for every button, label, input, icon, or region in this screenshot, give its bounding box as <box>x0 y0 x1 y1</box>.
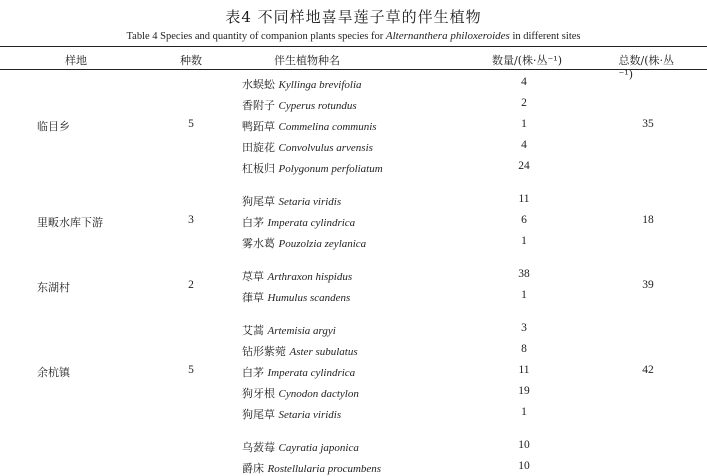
plant-name-cn: 狗尾草 <box>242 408 275 421</box>
plant-name-cn: 鸭跖草 <box>242 120 275 133</box>
species-count: 5 <box>188 364 194 376</box>
total-count: 42 <box>642 364 654 376</box>
plant-name-cn: 水蜈蚣 <box>242 78 275 91</box>
total-count: 18 <box>642 214 654 226</box>
plant-quantity: 1 <box>521 289 527 301</box>
plant-name-cn: 白茅 <box>242 366 264 379</box>
header-site: 样地 <box>65 54 87 67</box>
total-count: 39 <box>642 278 654 291</box>
plant-name-latin: Cyperus rotundus <box>278 100 357 112</box>
plant-name <box>242 406 341 422</box>
plant-quantity: 10 <box>518 460 530 472</box>
plant-quantity: 4 <box>521 76 527 88</box>
table-header-rule <box>0 69 707 70</box>
table-top-rule <box>0 46 707 47</box>
plant-name <box>242 385 359 401</box>
plant-quantity: 11 <box>518 364 530 376</box>
plant-name-latin: Cayratia japonica <box>278 442 359 454</box>
plant-quantity: 19 <box>518 385 530 397</box>
title-en-species: Alternanthera philoxeroides <box>385 30 510 42</box>
species-count: 5 <box>188 118 194 130</box>
plant-name <box>242 343 358 359</box>
title-en-prefix: Table 4 Species and quantity of companion plants species for <box>126 31 386 42</box>
plant-name <box>242 214 355 230</box>
plant-name <box>242 289 350 305</box>
plant-name <box>242 118 377 134</box>
plant-name-latin: Cynodon dactylon <box>278 388 359 400</box>
site-name: 临目乡 <box>37 120 70 133</box>
plant-quantity: 1 <box>521 406 527 418</box>
plant-name <box>242 139 373 155</box>
species-count: 3 <box>188 214 194 226</box>
plant-name <box>242 160 383 176</box>
plant-quantity: 4 <box>521 139 527 151</box>
plant-name-latin: Imperata cylindrica <box>267 217 356 229</box>
table-title-en <box>0 30 707 42</box>
plant-quantity: 11 <box>518 193 530 205</box>
plant-name-latin: Setaria viridis <box>278 196 342 208</box>
plant-quantity: 38 <box>518 268 530 280</box>
plant-name-cn: 田旋花 <box>242 141 275 154</box>
plant-name-cn: 荩草 <box>242 270 264 283</box>
plant-name <box>242 364 355 380</box>
plant-name <box>242 439 359 455</box>
plant-quantity: 3 <box>521 322 527 334</box>
plant-name-latin: Setaria viridis <box>278 409 342 421</box>
species-count: 2 <box>188 278 194 291</box>
plant-quantity: 2 <box>521 97 527 109</box>
plant-name-latin: Imperata cylindrica <box>267 367 356 379</box>
title-en-suffix: in different sites <box>509 31 581 42</box>
plant-quantity: 24 <box>518 160 530 172</box>
plant-name-latin: Rostellularia procumbens <box>267 463 382 475</box>
plant-quantity: 10 <box>518 439 530 451</box>
plant-quantity: 1 <box>521 235 527 247</box>
plant-name-latin: Polygonum perfoliatum <box>278 163 383 175</box>
header-count: 种数 <box>180 54 202 67</box>
plant-name-cn: 葎草 <box>242 291 264 304</box>
plant-name <box>242 76 362 92</box>
header-plant: 伴生植物种名 <box>274 54 340 67</box>
plant-name-latin: Arthraxon hispidus <box>267 271 353 283</box>
plant-name-latin: Artemisia argyi <box>267 325 336 337</box>
plant-name-cn: 雾水葛 <box>242 237 275 250</box>
plant-name-cn: 爵床 <box>242 462 264 475</box>
plant-name-cn: 乌蔹莓 <box>242 441 275 454</box>
site-name: 里畈水库下游 <box>37 216 103 229</box>
plant-name <box>242 235 366 251</box>
site-name: 东湖村 <box>37 280 70 294</box>
plant-quantity: 1 <box>521 118 527 130</box>
site-name: 余杭镇 <box>37 366 70 379</box>
header-qty: 数量/(株·丛⁻¹) <box>491 54 563 67</box>
plant-name-latin: Pouzolzia zeylanica <box>278 238 367 250</box>
plant-name-cn: 杠板归 <box>242 162 275 175</box>
plant-name-cn: 狗牙根 <box>242 387 275 400</box>
plant-name <box>242 268 352 284</box>
plant-name-latin: Kyllinga brevifolia <box>278 79 362 91</box>
table-title-cn: 表4 不同样地喜旱莲子草的伴生植物 <box>225 8 482 26</box>
plant-name-latin: Convolvulus arvensis <box>278 142 373 154</box>
plant-name-latin: Commelina communis <box>278 121 377 133</box>
plant-name-latin: Humulus scandens <box>267 292 351 304</box>
plant-name-cn: 白茅 <box>242 216 264 229</box>
header-total: 总数/(株·丛⁻¹) <box>618 54 674 81</box>
plant-name-cn: 狗尾草 <box>242 195 275 208</box>
plant-name <box>242 193 341 209</box>
plant-name-cn: 钻形紫菀 <box>242 345 286 358</box>
total-count: 35 <box>642 118 654 130</box>
plant-name-latin: Aster subulatus <box>289 346 358 358</box>
plant-quantity: 8 <box>521 343 527 355</box>
plant-name <box>242 322 336 338</box>
plant-quantity: 6 <box>521 214 527 226</box>
plant-name <box>242 97 357 113</box>
plant-name-cn: 艾蒿 <box>242 324 264 337</box>
plant-name-cn: 香附子 <box>242 99 275 112</box>
